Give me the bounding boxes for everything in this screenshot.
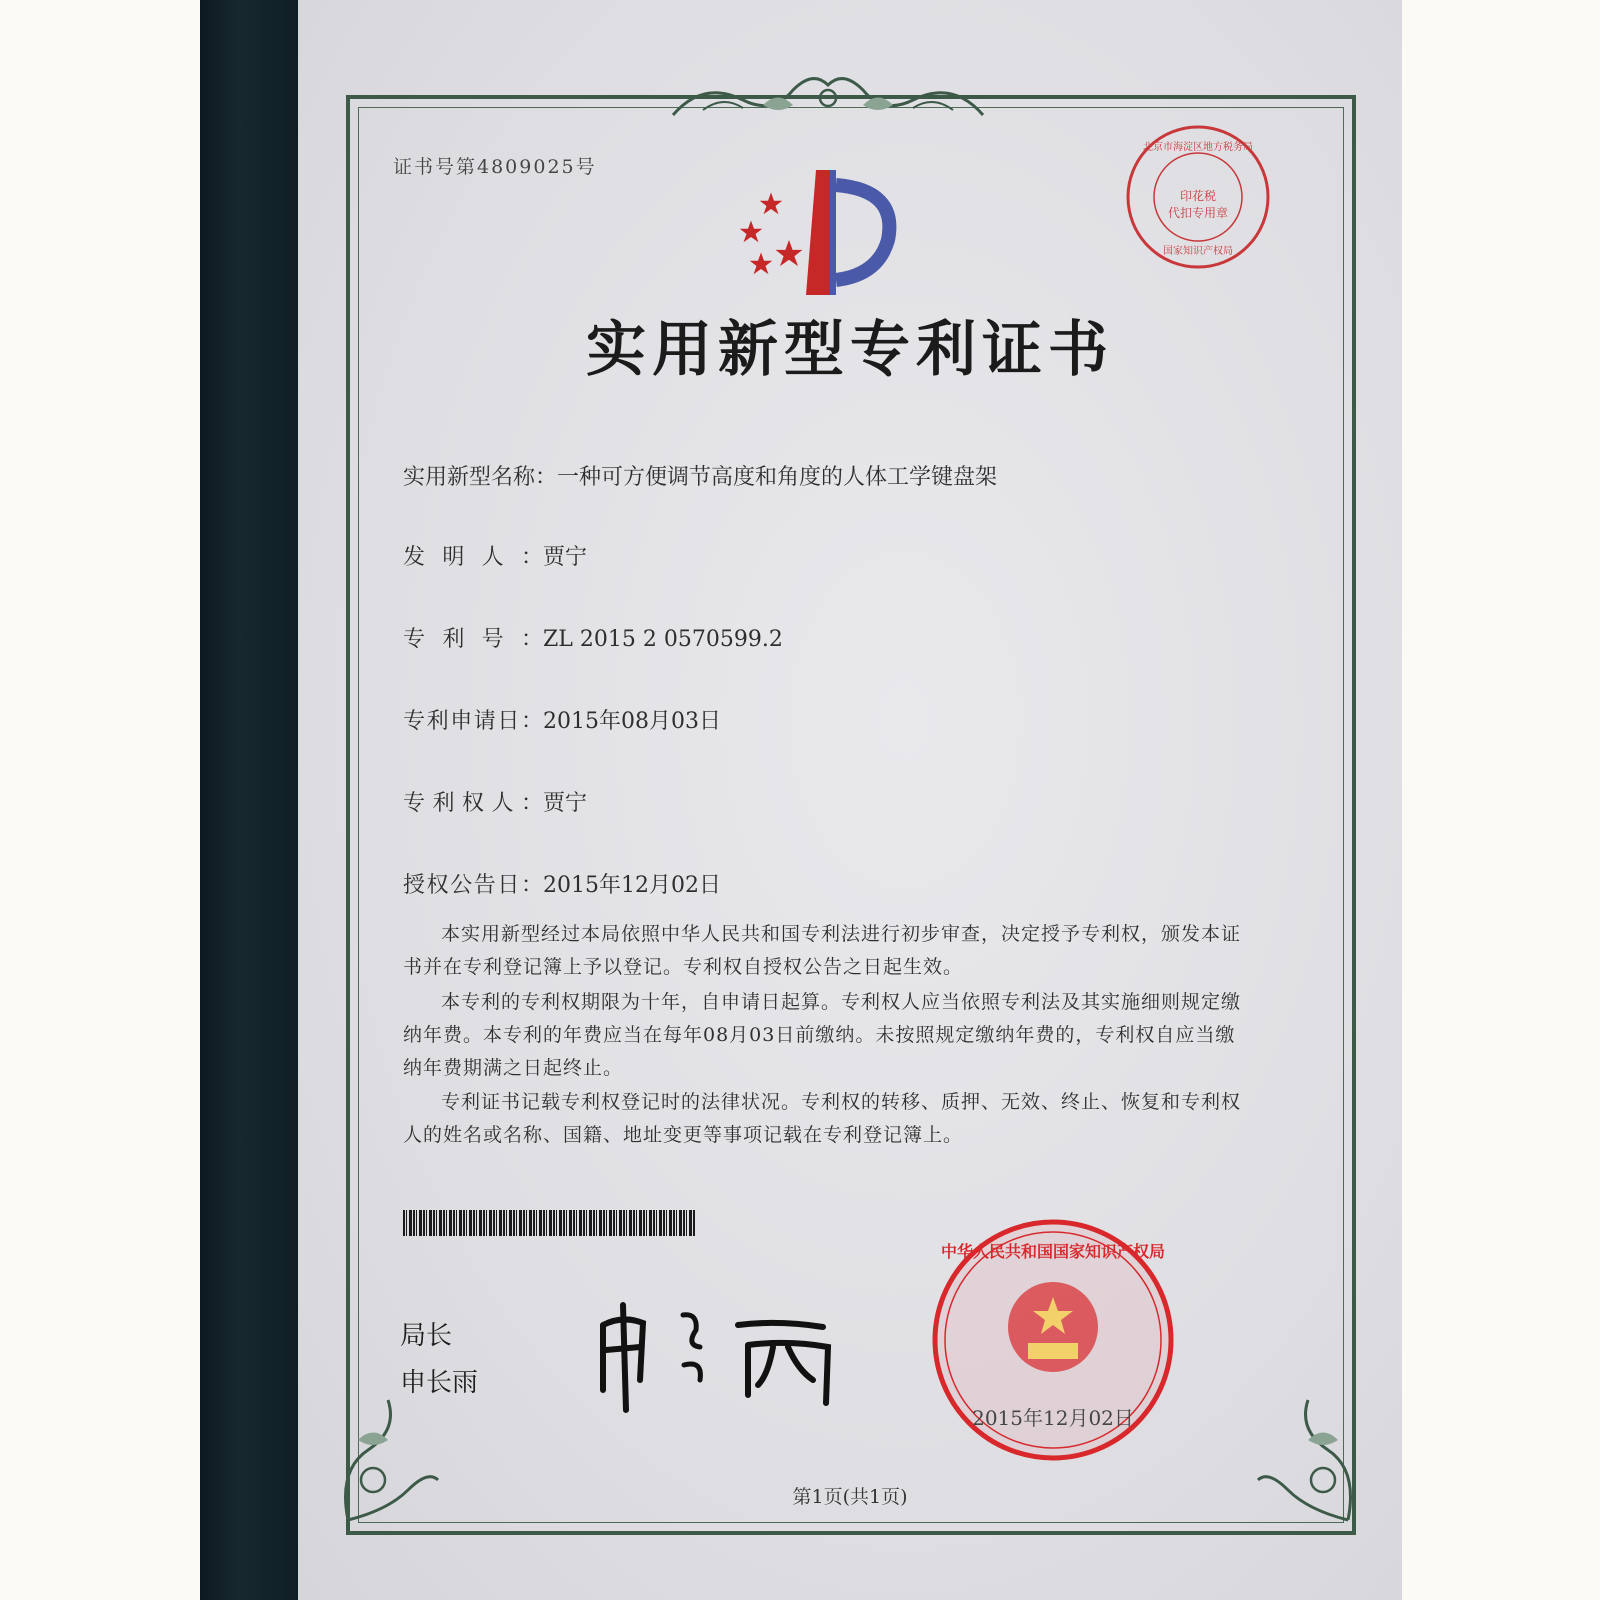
field-label: 专利权人： <box>403 791 543 816</box>
director-title: 局长 <box>400 1321 453 1351</box>
field-value: 2015年12月02日 <box>543 873 721 898</box>
field-value: 2015年08月03日 <box>543 709 721 734</box>
paragraph-term-and-fees: 本专利的专利权期限为十年，自申请日起算。专利权人应当依照专利法及其实施细则规定缴纳年费。本专利的年费应当在每年08月03日前缴纳。未按照规定缴纳年费的，专利权自应当缴纳年费期满之日起终止。 <box>403 991 1242 1079</box>
background-left <box>0 0 200 1600</box>
national-ip-office-seal-icon <box>928 1215 1178 1465</box>
field-value: 贾宁 <box>543 545 588 570</box>
certificate-page <box>298 0 1402 1600</box>
field-application-date <box>403 704 721 735</box>
field-value: 一种可方便调节高度和角度的人体工学键盘架 <box>557 465 998 490</box>
field-value: 贾宁 <box>543 791 588 816</box>
tax-stamp-inner-line-2: 代扣专用章 <box>1167 206 1229 220</box>
paragraph-grant-statement: 本实用新型经过本局依照中华人民共和国专利法进行初步审查，决定授予专利权，颁发本证书并在专利登记簿上予以登记。专利权自授权公告之日起生效。 <box>403 923 1242 978</box>
field-label: 专利号： <box>403 627 543 652</box>
field-patent-number <box>403 622 783 653</box>
background-right <box>1402 0 1600 1600</box>
seal-date-text: 2015年12月02日 <box>972 1406 1134 1430</box>
field-utility-model-name <box>403 460 997 491</box>
director-name: 申长雨 <box>400 1368 479 1398</box>
barcode-icon <box>403 1210 695 1236</box>
field-label: 授权公告日： <box>403 873 543 898</box>
field-grant-date <box>403 868 721 899</box>
field-label: 实用新型名称： <box>403 465 558 490</box>
page-indicator: 第1页(共1页) <box>792 1486 908 1508</box>
certificate-title: 实用新型专利证书 <box>586 315 1114 385</box>
tax-stamp-icon <box>1123 122 1273 272</box>
tax-stamp-inner-line-1: 印花税 <box>1179 189 1217 203</box>
tax-stamp-ring-text: 北京市海淀区地方税务局 <box>1143 142 1253 153</box>
patent-office-emblem-icon <box>738 165 913 305</box>
paragraph-legal-status: 专利证书记载专利权登记时的法律状况。专利权的转移、质押、无效、终止、恢复和专利权人的姓名或名称、国籍、地址变更等事项记载在专利登记簿上。 <box>403 1091 1242 1146</box>
folder-cover <box>200 0 298 1600</box>
field-label: 专利申请日： <box>403 709 543 734</box>
ornament-top-icon <box>663 60 993 130</box>
tax-stamp-bottom-text: 国家知识产权局 <box>1163 246 1233 257</box>
signature-icon <box>588 1285 848 1415</box>
certificate-number: 证书号第4809025号 <box>393 156 597 178</box>
field-value: ZL 2015 2 0570599.2 <box>543 627 783 652</box>
seal-ring-text: 中华人民共和国国家知识产权局 <box>940 1242 1166 1261</box>
field-label: 发明人： <box>403 545 543 570</box>
field-patentee <box>403 786 587 817</box>
field-inventor <box>403 540 587 571</box>
